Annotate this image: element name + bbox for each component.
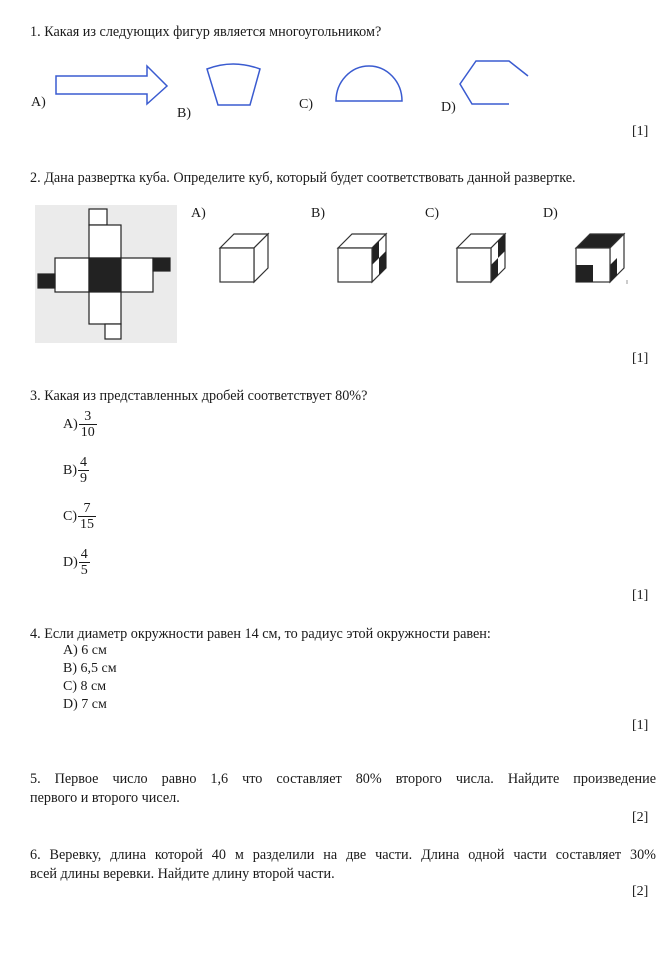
- q4-option-a: A) 6 см: [63, 643, 107, 658]
- q4-option-c: C) 8 см: [63, 679, 107, 694]
- question-3-text: 3. Какая из представленных дробей соответствует 80%?: [30, 388, 368, 404]
- q3-option-b-label: B): [63, 462, 77, 478]
- question-1-text: 1. Какая из следующих фигур является многоугольником?: [30, 24, 382, 40]
- q3-option-c-label: C): [63, 508, 77, 524]
- q3-option-d-numerator: 4: [80, 547, 88, 562]
- question-2-text: 2. Дана развертка куба. Определите куб, который будет соответствовать данной развертке.: [30, 170, 576, 186]
- question-5-line-2: первого и второго чисел.: [30, 790, 180, 806]
- q3-option-c-denominator: 15: [80, 517, 94, 532]
- question-6-line-1: 6. Веревку, длина которой 40 м разделили на две части. Длина одной части составляет 30%: [30, 847, 656, 863]
- q2-points: [1]: [632, 351, 649, 366]
- q3-option-a-label: A): [63, 416, 78, 432]
- q4-option-b: B) 6,5 см: [63, 661, 117, 676]
- cube-d-icon: [574, 232, 630, 286]
- q1-option-d-label: D): [441, 100, 456, 115]
- q1-points: [1]: [632, 124, 649, 139]
- q3-option-c-numerator: 7: [83, 501, 91, 516]
- q1-option-c-label: C): [299, 97, 313, 112]
- question-4-text: 4. Если диаметр окружности равен 14 см, то радиус этой окружности равен:: [30, 626, 491, 642]
- cube-a-icon: [218, 232, 272, 286]
- q2-option-b-label: B): [311, 206, 325, 221]
- q4-option-d: D) 7 см: [63, 697, 107, 712]
- cube-b-icon: [336, 232, 390, 286]
- cube-c-icon: [455, 232, 509, 286]
- q2-option-a-label: A): [191, 206, 206, 221]
- arrow-shape-icon: [55, 62, 170, 106]
- q3-option-c: [63, 501, 96, 532]
- q2-option-c-label: C): [425, 206, 439, 221]
- q3-option-d: [63, 547, 90, 578]
- q5-points: [2]: [632, 810, 649, 825]
- q3-option-d-denominator: 5: [80, 563, 88, 578]
- question-6-line-2: всей длины веревки. Найдите длину второй части.: [30, 866, 335, 882]
- q4-points: [1]: [632, 718, 649, 733]
- q1-option-b-label: B): [177, 106, 191, 121]
- q3-option-b: [63, 455, 89, 486]
- open-hexagon-shape-icon: [458, 58, 534, 110]
- q3-option-b-denominator: 9: [80, 471, 87, 486]
- q3-option-d-label: D): [63, 554, 78, 570]
- q2-option-d-label: D): [543, 206, 558, 221]
- q3-points: [1]: [632, 588, 649, 603]
- trapezoid-arc-shape-icon: [204, 61, 264, 109]
- semicircle-shape-icon: [334, 63, 404, 105]
- q3-option-a-denominator: 10: [80, 425, 95, 440]
- q3-option-b-numerator: 4: [80, 455, 87, 470]
- question-5-line-1: 5. Первое число равно 1,6 что составляет 80% второго числа. Найдите произведение: [30, 771, 656, 787]
- q3-option-a: [63, 409, 97, 440]
- q6-points: [2]: [632, 884, 649, 899]
- cube-net-figure: [35, 205, 177, 343]
- q1-option-a-label: A): [31, 95, 46, 110]
- q3-option-a-numerator: 3: [84, 409, 92, 424]
